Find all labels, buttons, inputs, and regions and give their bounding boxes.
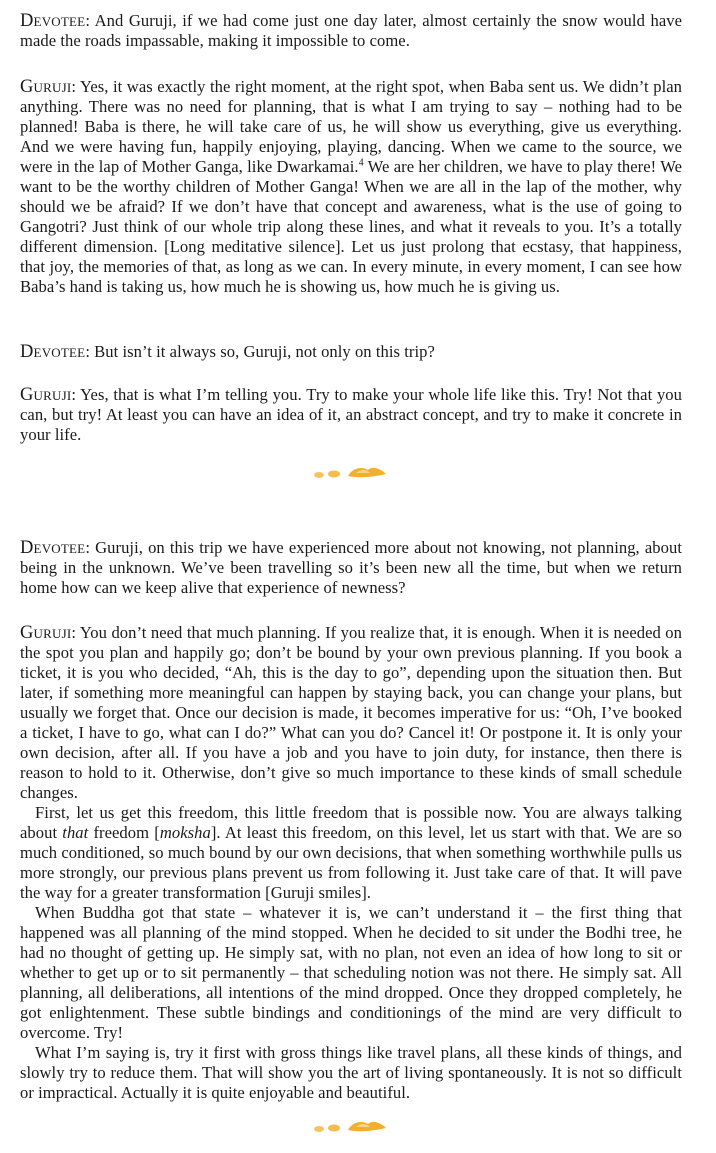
speaker-label: Guruji bbox=[20, 385, 72, 405]
paragraph-text: : Guruji, on this trip we have experienced more about not knowing, not planning, about being in the unknown. We’ve been travelling so it’s been new all the time, but when we return home how can we keep alive that experience of newness? bbox=[20, 538, 682, 597]
paragraph-text: What I’m saying is, try it first with gross things like travel plans, all these kinds of things, and slowly try to reduce them. That will show you the art of living spontaneously. It is not so difficult or impractical. Actually it is quite enjoyable and beautiful. bbox=[20, 1043, 682, 1102]
speaker-label: Guruji bbox=[20, 623, 72, 643]
speaker-label: Devotee bbox=[20, 342, 86, 362]
golden-flower-ornament-icon bbox=[312, 1118, 392, 1136]
paragraph-continuation-1 bbox=[20, 803, 682, 903]
emphasis-text: that bbox=[62, 823, 89, 842]
paragraph-text: ]. At least this freedom, on this level, let us start with that. We are so much conditioned, so much bound by our own decisions, that when something worthwhile pulls us more strongly, our previous plans prevent us from following it. Just take care of that. It will pave the way for a greater transformation [Guruji smiles]. bbox=[20, 823, 682, 902]
speaker-label: Guruji bbox=[20, 77, 72, 97]
paragraph-text: freedom [ bbox=[88, 823, 160, 842]
paragraph-devotee-2 bbox=[20, 342, 682, 362]
paragraph-continuation-3 bbox=[20, 1043, 682, 1103]
paragraph-text: : Yes, it was exactly the right moment, at the right spot, when Baba sent us. We didn’t plan anything. There was no need for planning, that is what I am trying to say – nothing had to be planned! Baba is there, he will take care of us, he will show us everything, give us everything. And we were having fun, happily enjoying, playing, dancing. When we came to the source, we were in the lap of Mother Ganga, like Dwarkamai. bbox=[20, 77, 682, 176]
speaker-label: Devotee bbox=[20, 11, 86, 31]
speaker-label: Devotee bbox=[20, 538, 86, 558]
paragraph-guruji-2 bbox=[20, 385, 682, 445]
paragraph-text: : And Guruji, if we had come just one day later, almost certainly the snow would have made the roads impassable, making it impossible to come. bbox=[20, 11, 682, 50]
footnote-marker: 4 bbox=[358, 157, 364, 169]
paragraph-text: We are her children, we have to play there! We want to be the worthy children of Mother Ganga! When we are all in the lap of the mother, why should we be afraid? If we don’t have that concept and awareness, what is the use of going to Gangotri? Just think of our whole trip along these lines, and what it reveals to you. It’s a totally different dimension. [Long meditative silence]. Let us just prolong that ecstasy, that happiness, that joy, the memories of that, as long as we can. In every minute, in every moment, I can see how Baba’s hand is taking us, how much he is showing us, how much he is giving us. bbox=[20, 157, 682, 296]
golden-flower-ornament-icon bbox=[312, 464, 392, 482]
paragraph-continuation-2 bbox=[20, 903, 682, 1043]
paragraph-devotee-3 bbox=[20, 538, 682, 598]
paragraph-text: When Buddha got that state – whatever it is, we can’t understand it – the first thing that happened was all planning of the mind stopped. When he decided to sit under the Bodhi tree, he had no thought of getting up. He simply sat, with no plan, not even an idea of how long to sit or whether to get up or to sit permanently – that scheduling notion was not there. He simply sat. All planning, all deliberations, all intentions of the mind dropped. Once they dropped completely, he got enlightenment. These subtle bindings and conditionings of the mind are very difficult to overcome. Try! bbox=[20, 903, 682, 1042]
paragraph-text: : Yes, that is what I’m telling you. Try to make your whole life like this. Try! Not that you can, but try! At least you can have an idea of it, an abstract concept, and try to make it concrete in your life. bbox=[20, 385, 682, 444]
paragraph-guruji-3 bbox=[20, 623, 682, 803]
paragraph-text: : You don’t need that much planning. If you realize that, it is enough. When it is needed on the spot you plan and happily go; don’t be bound by your own previous planning. If you book a ticket, it is you who decided, “Ah, this is the day to go”, depending upon the situation then. But later, if something more meaningful can happen by staying back, you can change your plans, but usually we forget that. Once our decision is made, it becomes imperative for us: “Oh, I’ve booked a ticket, I have to go, what can I do?” What can you do? Cancel it! Or postpone it. It is only your own decision, after all. If you have a job and you have to join duty, for instance, then there is reason to hold to it. Otherwise, don’t give so much importance to these kinds of small schedule changes. bbox=[20, 623, 682, 802]
paragraph-text: : But isn’t it always so, Guruji, not only on this trip? bbox=[85, 342, 435, 361]
paragraph-devotee-1 bbox=[20, 11, 682, 51]
emphasis-text: moksha bbox=[159, 823, 211, 842]
paragraph-guruji-1 bbox=[20, 77, 682, 297]
paragraph-text: First, let us get this freedom, this little freedom that is possible now. You are always talking about bbox=[20, 803, 682, 842]
